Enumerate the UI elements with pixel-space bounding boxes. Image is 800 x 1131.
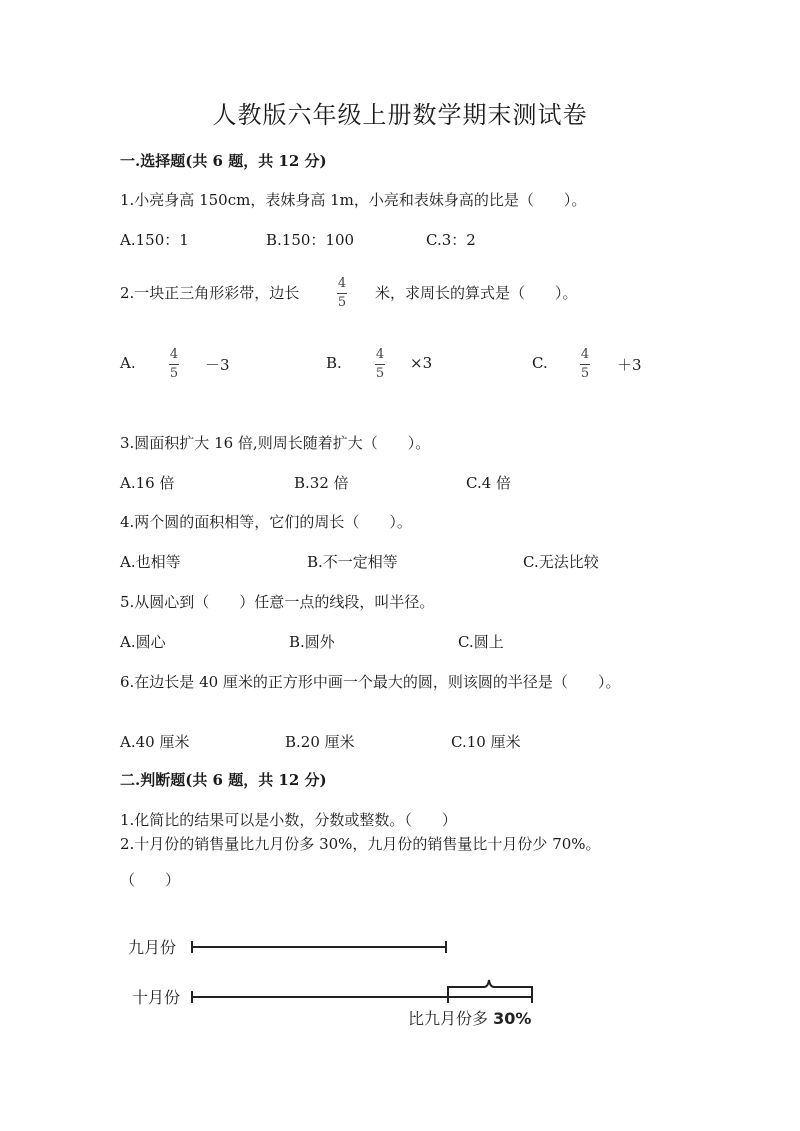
question-1: 1.小亮身高 150cm，表妹身高 1m，小亮和表妹身高的比是（ ）。 [120, 191, 587, 209]
q2-fraction [337, 276, 347, 311]
fraction-numerator: 4 [337, 276, 347, 291]
judgement-question-1: 1.化简比的结果可以是小数，分数或整数。（ ） [120, 811, 457, 829]
fraction-numerator: 4 [580, 347, 590, 362]
label-september: 九月份 [128, 938, 177, 957]
q2-option-c-op: ＋3 [617, 356, 642, 374]
fraction-denominator: 5 [169, 366, 179, 381]
fraction-numerator: 4 [375, 347, 385, 362]
q2-option-a-fraction [169, 347, 179, 382]
q2-option-a-label: A. [120, 354, 136, 372]
fraction-denominator: 5 [337, 295, 347, 310]
q5-option-a: A.圆心 [120, 633, 166, 651]
q4-option-c: C.无法比较 [523, 553, 599, 571]
q1-option-a: A.150：1 [120, 231, 189, 249]
q6-option-c: C.10 厘米 [451, 733, 521, 751]
q5-option-c: C.圆上 [458, 633, 504, 651]
brace-bracket [448, 980, 532, 993]
fraction-bar [169, 364, 179, 365]
question-4: 4.两个圆的面积相等，它们的周长（ ）。 [120, 513, 412, 531]
section-heading-judgement: 二.判断题(共 6 题，共 12 分) [120, 771, 327, 789]
q6-option-a: A.40 厘米 [120, 733, 190, 751]
question-2-before: 2.一块正三角形彩带，边长 [120, 284, 300, 302]
fraction-bar [375, 364, 385, 365]
q3-option-a: A.16 倍 [120, 474, 175, 492]
section-heading-choice: 一.选择题(共 6 题，共 12 分) [120, 152, 327, 170]
q6-option-b: B.20 厘米 [285, 733, 355, 751]
q2-option-b-label: B. [326, 354, 342, 372]
q4-option-a: A.也相等 [120, 553, 181, 571]
question-3: 3.圆面积扩大 16 倍,则周长随着扩大（ ）。 [120, 434, 431, 452]
label-october: 十月份 [132, 988, 181, 1007]
fraction-denominator: 5 [580, 366, 590, 381]
q1-option-b: B.150：100 [266, 231, 355, 249]
q1-option-c: C.3：2 [426, 231, 476, 249]
judgement-question-2: 2.十月份的销售量比九月份多 30%，九月份的销售量比十月份少 70%。 [120, 835, 601, 853]
q2-option-c-fraction [580, 347, 590, 382]
q3-option-c: C.4 倍 [466, 474, 512, 492]
q2-option-b-fraction [375, 347, 385, 382]
q5-option-b: B.圆外 [289, 633, 335, 651]
fraction-denominator: 5 [375, 366, 385, 381]
page-title: 人教版六年级上册数学期末测试卷 [212, 101, 588, 129]
q3-option-b: B.32 倍 [294, 474, 349, 492]
q2-option-b-op: ×3 [410, 354, 433, 372]
comparison-line-diagram [120, 925, 560, 1035]
annotation-increase [408, 1009, 531, 1028]
judgement-answer-blank: （ ） [120, 871, 181, 889]
q4-option-b: B.不一定相等 [307, 553, 398, 571]
annotation-percent: 30% [493, 1009, 532, 1028]
fraction-numerator: 4 [169, 347, 179, 362]
q2-option-c-label: C. [532, 354, 548, 372]
question-5: 5.从圆心到（ ）任意一点的线段，叫半径。 [120, 593, 435, 611]
q2-option-a-op: －3 [205, 356, 230, 374]
question-2-after: 米，求周长的算式是（ ）。 [375, 284, 578, 302]
fraction-bar [337, 293, 347, 294]
question-6: 6.在边长是 40 厘米的正方形中画一个最大的圆，则该圆的半径是（ ）。 [120, 673, 621, 691]
annotation-prefix: 比九月份多 [408, 1009, 494, 1028]
fraction-bar [580, 364, 590, 365]
